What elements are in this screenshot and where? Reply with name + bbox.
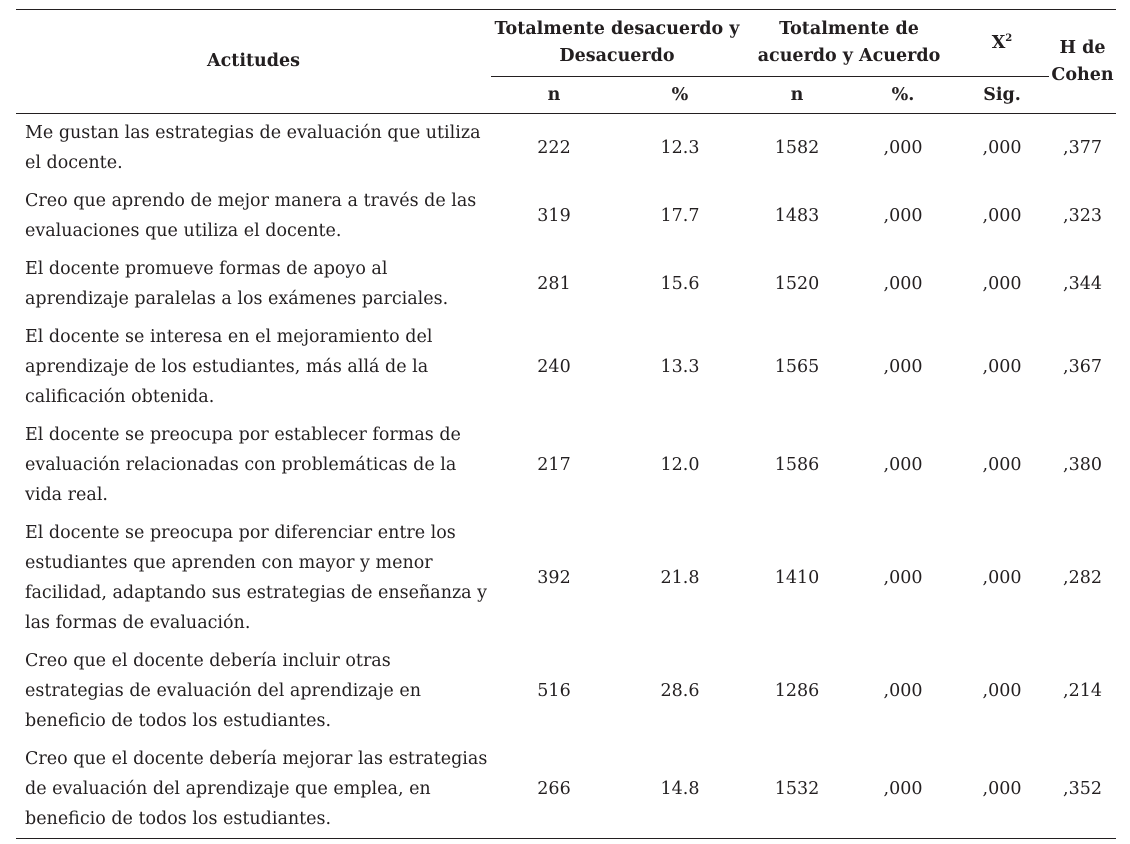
cell-cohen: ,377: [1063, 138, 1102, 158]
table-row: [16, 250, 1116, 318]
cell-n-disagree: 217: [537, 455, 571, 475]
cell-pct-disagree: 12.3: [660, 138, 700, 158]
row-label: El docente promueve formas de apoyo al aprendizaje paralelas a los exámenes parciales.: [25, 259, 449, 309]
cell-cohen: ,380: [1063, 455, 1102, 475]
cell-n-agree: 1520: [774, 274, 820, 294]
header-group-disagree: Totalmente desacuerdo y Desacuerdo: [491, 10, 743, 77]
header-actitudes: Actitudes: [16, 10, 491, 114]
row-label: Creo que el docente debería incluir otras estrategias de evaluación del aprendizaje en beneficio de todos los estudiantes.: [25, 651, 421, 731]
table-row: [16, 514, 1116, 642]
chi-superscript: 2: [1005, 32, 1013, 44]
table-row: [16, 182, 1116, 250]
table-row: [16, 114, 1116, 183]
row-label: Creo que el docente debería mejorar las estrategias de evaluación del aprendizaje que emplea, en beneficio de todos los estudiantes.: [16, 740, 491, 839]
cell-n-disagree: 222: [537, 138, 571, 158]
cell-sig: ,000: [982, 206, 1022, 226]
header-cohen: H de Cohen: [1049, 10, 1116, 114]
row-label: El docente se preocupa por establecer formas de evaluación relacionadas con problemáticas de la vida real.: [25, 425, 461, 505]
header-chi-square: [955, 10, 1049, 77]
cell-sig: ,000: [982, 681, 1022, 701]
cell-n-agree: 1286: [774, 681, 820, 701]
header-group-agree: Totalmente de acuerdo y Acuerdo: [743, 10, 955, 77]
row-label: El docente se preocupa por diferenciar entre los estudiantes que aprenden con mayor y menor facilidad, adaptando sus estrategias de enseñanza y las formas de evaluación.: [25, 523, 488, 633]
cell-n-disagree: 392: [537, 568, 571, 588]
table-row: [16, 642, 1116, 740]
cell-sig: ,000: [982, 455, 1022, 475]
cell-sig: ,000: [982, 274, 1022, 294]
cell-pct-disagree: 14.8: [617, 740, 743, 839]
attitudes-table: [16, 9, 1116, 839]
row-label: El docente se interesa en el mejoramiento del aprendizaje de los estudiantes, más allá de la calificación obtenida.: [25, 327, 433, 407]
table-row: [16, 740, 1116, 839]
cell-pct-agree: ,000: [883, 138, 923, 158]
cell-n-agree: 1410: [774, 568, 820, 588]
cell-pct-agree: ,000: [883, 357, 923, 377]
cell-pct-agree: ,000: [883, 206, 923, 226]
header-n-agree: n: [743, 77, 851, 114]
header-n-disagree: n: [491, 77, 617, 114]
cell-cohen: ,352: [1049, 740, 1116, 839]
cell-pct-agree: ,000: [883, 455, 923, 475]
cell-n-disagree: 266: [491, 740, 617, 839]
cell-pct-disagree: 12.0: [660, 455, 700, 475]
cell-pct-agree: ,000: [883, 274, 923, 294]
cell-sig: ,000: [982, 357, 1022, 377]
header-pct-agree: %.: [851, 77, 955, 114]
cell-pct-disagree: 28.6: [660, 681, 700, 701]
cell-pct-agree: ,000: [851, 740, 955, 839]
cell-n-disagree: 319: [537, 206, 571, 226]
row-label: Creo que aprendo de mejor manera a través de las evaluaciones que utiliza el docente.: [25, 191, 477, 241]
cell-sig: ,000: [982, 138, 1022, 158]
cell-pct-disagree: 13.3: [660, 357, 700, 377]
header-sig: Sig.: [955, 77, 1049, 114]
cell-pct-agree: ,000: [883, 568, 923, 588]
chi-base: X: [991, 32, 1006, 53]
table-row: [16, 416, 1116, 514]
cell-n-agree: 1565: [774, 357, 820, 377]
cell-cohen: ,367: [1063, 357, 1102, 377]
cell-n-agree: 1582: [774, 138, 820, 158]
cell-cohen: ,323: [1063, 206, 1102, 226]
cell-pct-disagree: 17.7: [660, 206, 700, 226]
cell-sig: ,000: [955, 740, 1049, 839]
cell-n-agree: 1483: [774, 206, 820, 226]
cell-pct-agree: ,000: [883, 681, 923, 701]
cell-cohen: ,344: [1063, 274, 1102, 294]
cell-pct-disagree: 21.8: [660, 568, 700, 588]
header-pct-disagree: %: [617, 77, 743, 114]
cell-cohen: ,282: [1063, 568, 1102, 588]
cell-n-agree: 1532: [743, 740, 851, 839]
cell-sig: ,000: [982, 568, 1022, 588]
table-row: [16, 318, 1116, 416]
row-label: Me gustan las estrategias de evaluación que utiliza el docente.: [25, 123, 481, 173]
cell-n-disagree: 281: [537, 274, 571, 294]
cell-n-agree: 1586: [774, 455, 820, 475]
cell-pct-disagree: 15.6: [660, 274, 700, 294]
cell-n-disagree: 240: [537, 357, 571, 377]
cell-n-disagree: 516: [537, 681, 571, 701]
cell-cohen: ,214: [1063, 681, 1102, 701]
